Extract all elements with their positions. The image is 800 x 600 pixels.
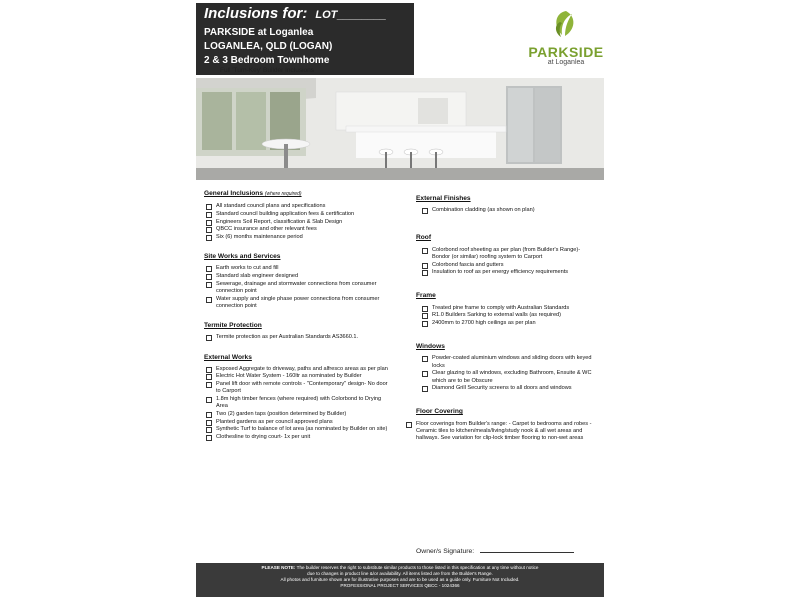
list-item: Powder-coated aluminium windows and sliding doors with keyed locks: [416, 355, 598, 369]
termite-title: Termite Protection: [204, 322, 262, 330]
list-item: Two (2) garden taps (position determined by Builder): [204, 411, 389, 418]
footer-disclaimer: [196, 563, 604, 597]
list-item: Earth works to cut and fill: [204, 265, 389, 272]
checkbox-icon: [422, 208, 428, 214]
external-works-list: [204, 366, 389, 442]
general-inclusions-note: (where required): [264, 191, 302, 197]
checkbox-icon: [206, 282, 212, 288]
checkbox-icon: [206, 212, 212, 218]
list-item: Sewerage, drainage and stormwater connections from consumer connection point: [204, 281, 389, 295]
checkbox-icon: [422, 263, 428, 269]
windows-list: [416, 355, 598, 392]
right-column: [416, 195, 598, 454]
external-finishes-list: [416, 207, 598, 214]
checkbox-icon: [206, 420, 212, 426]
list-item: Diamond Grill Security screens to all doors and windows: [416, 385, 598, 392]
checkbox-icon: [422, 248, 428, 254]
project-location: LOGANLEA, QLD (LOGAN): [204, 41, 333, 52]
frame-title: Frame: [416, 292, 436, 300]
windows-title: Windows: [416, 343, 445, 351]
footer-line-1: The builder reserves the right to substitute similar products to those listed in this specification at any time without notice: [296, 565, 539, 570]
signature-field[interactable]: Owner/s Signature:: [416, 546, 574, 555]
list-item: All standard council plans and specifications: [204, 203, 389, 210]
checkbox-icon: [206, 435, 212, 441]
frame-list: [416, 305, 598, 328]
list-item: 2400mm to 2700 high ceilings as per plan: [416, 320, 598, 327]
list-item: Termite protection as per Australian Standards AS3660.1.: [204, 334, 389, 341]
list-item: Treated pine frame to comply with Australian Standards: [416, 305, 598, 312]
checkbox-icon: [206, 204, 212, 210]
kitchen-photo: [196, 78, 604, 180]
list-item: QBCC insurance and other relevant fees: [204, 226, 389, 233]
floor-covering-list: [404, 421, 598, 443]
signature-line[interactable]: [480, 546, 574, 553]
inclusions-document: [196, 0, 604, 600]
header-title: Inclusions for: LOT________: [204, 5, 387, 22]
checkbox-icon: [422, 371, 428, 377]
list-item: Panel lift door with remote controls - "Contemporary" design- No door to Carport: [204, 381, 389, 395]
external-works-title: External Works: [204, 353, 252, 361]
checkbox-icon: [422, 321, 428, 327]
header-bar: [196, 3, 414, 75]
list-item: Floor coverings from Builder's range: - Carpet to bedrooms and robes - Ceramic tiles to kitchen/meals/living/study nook & all wet areas and hallways. See variation for clip-lock timber flooring to non-wet areas: [404, 421, 598, 443]
checkbox-icon: [406, 422, 412, 428]
checkbox-icon: [206, 374, 212, 380]
checkbox-icon: [422, 270, 428, 276]
list-item: Colorbond fascia and gutters: [416, 262, 598, 269]
list-item: Planted gardens as per council approved plans: [204, 419, 389, 426]
list-item: Engineers Soil Report, classification & Slab Design: [204, 219, 389, 226]
site-works-title: Site Works and Services: [204, 253, 281, 261]
checkbox-icon: [206, 274, 212, 280]
checkbox-icon: [206, 397, 212, 403]
list-item: Standard slab engineer designed: [204, 273, 389, 280]
logo-subtitle: at Loganlea: [547, 59, 585, 66]
list-item: Standard council building application fees & certification: [204, 211, 389, 218]
general-inclusions-list: [204, 203, 389, 241]
list-item: Clear glazing to all windows, excluding Bathroom, Ensuite & WC which are to be Obscure: [416, 370, 598, 384]
checkbox-icon: [422, 306, 428, 312]
checkbox-icon: [422, 386, 428, 392]
general-inclusions-title: General Inclusions (where required): [204, 190, 302, 197]
footer-line-2: due to changes in product line &/or availability. All items listed are from the Builder's Range.: [307, 571, 493, 576]
leaf-icon: [549, 8, 583, 42]
checkbox-icon: [206, 335, 212, 341]
list-item: 1.8m high timber fences (where required) with Colorbond to Drying Area: [204, 396, 389, 410]
list-item: Electric Hot Water System - 160ltr as nominated by Builder: [204, 373, 389, 380]
project-type: 2 & 3 Bedroom Townhome: [204, 55, 330, 66]
roof-title: Roof: [416, 234, 432, 242]
footer-line-4: PROFESSIONAL PROJECT SERVICES QBCC - 1024366: [340, 583, 460, 588]
list-item: Exposed Aggregate to driveway, paths and alfresco areas as per plan: [204, 366, 389, 373]
logo-brand: PARKSIDE: [528, 44, 604, 60]
checkbox-icon: [206, 220, 212, 226]
checkbox-icon: [422, 356, 428, 362]
checkbox-icon: [422, 313, 428, 319]
checkbox-icon: [206, 235, 212, 241]
checkbox-icon: [206, 266, 212, 272]
list-item: Synthetic Turf to balance of lot area (as nominated by Builder on site): [204, 426, 389, 433]
footer-line-3: All photos and furniture shown are for illustrative purposes and are to be used as a guide only. Furniture Not Included.: [280, 577, 520, 582]
roof-list: [416, 247, 598, 277]
left-column: [204, 190, 389, 453]
checkbox-icon: [206, 412, 212, 418]
list-item: Combination cladding (as shown on plan): [416, 207, 598, 214]
parkside-logo: [526, 8, 606, 74]
site-works-list: [204, 265, 389, 310]
project-name: PARKSIDE at Loganlea: [204, 27, 314, 38]
external-finishes-title: External Finishes: [416, 195, 471, 202]
termite-list: [204, 334, 389, 341]
footer-note-label: PLEASE NOTE:: [261, 565, 296, 570]
list-item: Clothesline to drying court- 1x per unit: [204, 434, 389, 441]
list-item: Six (6) months maintenance period: [204, 234, 389, 241]
checkbox-icon: [206, 367, 212, 373]
floor-covering-title: Floor Covering: [416, 408, 463, 416]
checkbox-icon: [206, 227, 212, 233]
lot-field: LOT________: [315, 9, 387, 21]
header-subtitle: Full 'Turn-Key' Builder Inclusions: [220, 67, 314, 74]
checkbox-icon: [206, 427, 212, 433]
checkbox-icon: [206, 382, 212, 388]
checkbox-icon: [206, 297, 212, 303]
list-item: Colorbond roof sheeting as per plan (from Builder's Range)- Bondor (or similar) roofing system to Carport: [416, 247, 598, 261]
list-item: R1.0 Builders Sarking to external walls (as required): [416, 312, 598, 319]
list-item: Insulation to roof as per energy efficiency requirements: [416, 269, 598, 276]
list-item: Water supply and single phase power connections from consumer connection point: [204, 296, 389, 310]
